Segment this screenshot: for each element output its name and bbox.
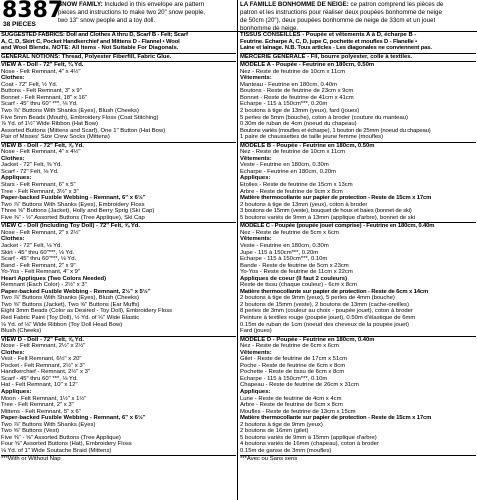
french-item-line: Écharpe - 115 à 150cm***, 0.10m bbox=[240, 256, 328, 263]
intro-line bbox=[240, 9, 476, 17]
english-item-line: Two ⅝" Buttons (Vest) bbox=[1, 428, 60, 435]
english-heading-line: Clothes: bbox=[1, 349, 25, 356]
french-item-line: Nez - Reste de feutrine de 5cm x 6cm bbox=[240, 229, 339, 236]
french-section bbox=[240, 54, 476, 63]
english-item-line: Red Fabric Paint (Toy Doll), ½ Yd. of ¼" Wide Elastic bbox=[1, 314, 140, 321]
french-item-line: Moufles - Reste de feutrine de 13cm x 15cm bbox=[240, 408, 356, 415]
french-item-line: 2 boutons à tige de 13mm (yeux), coton à broder bbox=[240, 201, 368, 208]
english-item-line: Two ⅞" Buttons With Shanks (Eyes), Blush (Cheeks) bbox=[1, 295, 139, 302]
french-item-line: 3 boutons de 15mm (veste), bouquet de houx et baies (bonnet de ski) bbox=[240, 208, 412, 215]
english-heading-line: Clothes: bbox=[1, 75, 25, 82]
intro-text: de 50cm (20"), deux poupées bonhomme de neige de 33cm et un jouet bbox=[240, 17, 436, 24]
french-heading-line: MODELE C - Poupée (poupée jouet comprise) - Feutrine en 180cm, 0.40m bbox=[240, 223, 435, 230]
french-item-line: 4 boutons variés de 16mm (chapeau), coton à broder bbox=[240, 441, 379, 448]
french-column bbox=[240, 32, 476, 464]
english-heading-line: Clothes: bbox=[1, 236, 25, 243]
intro-english bbox=[58, 1, 236, 25]
french-heading-line: Vêtements: bbox=[240, 75, 272, 82]
english-heading-line: VIEW B - Doll - 72" Felt, ⅝ Yd. bbox=[1, 142, 84, 149]
french-item-line: 1 paire de chaussettes de taille jeune femme (moufles) bbox=[240, 134, 384, 141]
intro-text: Included in this envelope are pattern bbox=[102, 1, 205, 8]
english-item-line: Moon - Felt Remnant, 1½" x 1½" bbox=[1, 395, 87, 402]
french-heading-line: Appliques: bbox=[240, 175, 271, 182]
english-heading-line: Paper-backed Fusible Webbing - Remnant, 6" x 6½" bbox=[1, 195, 146, 202]
english-item-line: Jacket - 72" Felt, ⅛ Yd. bbox=[1, 242, 62, 249]
french-section bbox=[240, 223, 476, 336]
french-item-line: Écharpe - Feutrine en 180cm, 0.20m bbox=[240, 168, 336, 175]
french-item-line: Nez - Reste de feutrine de 10cm x 11cm bbox=[240, 149, 345, 156]
english-item-line: ***With or Without Nap bbox=[1, 456, 61, 463]
french-item-line: Peinture à textiles rouge (poupée jouet), 0.50m d'élastique de 6mm bbox=[240, 314, 416, 321]
english-heading-line: VIEW C - Doll (Including Toy Doll) - 72" Felt, ⅝ Yd. bbox=[1, 223, 141, 230]
english-item-line: Nose - Felt Remnant, 2½" x 2½" bbox=[1, 343, 86, 350]
french-item-line: Nez - Reste de feutrine de 6cm x 6cm bbox=[240, 343, 339, 350]
french-item-line: Bande - Reste de feutrine de 5cm x 23cm bbox=[240, 262, 349, 269]
french-section bbox=[240, 62, 476, 143]
english-item-line: Eight 3mm Beads (Color as Desired - Toy Doll), Embroidery Floss bbox=[1, 308, 173, 315]
french-item-line: 2 boutons de 16mm (gilet) bbox=[240, 428, 309, 435]
english-item-line: Skirt - 45" thru 60"***, ⅛ Yd. bbox=[1, 249, 75, 256]
english-item-line: Remnant (Each Color) - 2½" x 3" bbox=[1, 282, 87, 289]
english-item-line: Four ⅝" Assorted Buttons (Hat), Embroidery Floss bbox=[1, 441, 132, 448]
french-item-line: Fard (joues) bbox=[240, 328, 272, 335]
french-heading-line: MERCERIE GENERALE - Fil, bourre polyester, colle à textiles. bbox=[240, 53, 413, 60]
english-item-line: Tree - Felt Remnant, 3½" x 3" bbox=[1, 188, 79, 195]
english-item-line: Five 5mm Beads (Mouth), Embroidery Floss (Coat Stitching) bbox=[1, 114, 159, 121]
english-item-line: Mittens - Felt Remnant, 5" x 6" bbox=[1, 408, 81, 415]
english-item-line: Scarf - 72" Felt, ⅛ Yd. bbox=[1, 168, 59, 175]
french-item-line: Boutons variés (moufles et écharpe), 1 bouton de 25mm (noeud du chapeau) bbox=[240, 127, 431, 134]
pattern-number: 8387 bbox=[2, 0, 64, 23]
french-item-line: Bonnet - Reste de feutrine de 41cm x 41cm bbox=[240, 94, 354, 101]
intro-line bbox=[58, 9, 236, 17]
intro-text: pieces and instructions to make two 20" snow people, bbox=[58, 9, 205, 16]
english-item-line: Two ⅞" Buttons With Shanks (Eyes) bbox=[1, 421, 96, 428]
french-item-line: 0.30m de ruban de 4cm (noeud du chapeau) bbox=[240, 121, 357, 128]
french-item-line: Pochette - Reste de tissu de 6cm x 8cm bbox=[240, 369, 345, 376]
french-item-line: Étoiles - Reste de feutrine de 15cm x 13cm bbox=[240, 182, 353, 189]
english-item-line: Handkerchief - Remnant, 2½" x 3" bbox=[1, 369, 90, 376]
french-heading-line: Appliques: bbox=[240, 388, 271, 395]
french-item-line: Arbre - Reste de feutrine de 5cm x 8cm bbox=[240, 402, 343, 409]
english-item-line: Two ⅞" Buttons With Shanks (Eyes), Blush (Cheeks) bbox=[1, 108, 139, 115]
french-heading-line: Vêtements: bbox=[240, 236, 272, 243]
french-item-line: Yo-Yos - Reste de feutrine de 11cm x 22cm bbox=[240, 269, 353, 276]
french-item-line: 0.15m de ganse de 3mm (moufles) bbox=[240, 447, 332, 454]
french-item-line: ***Avec ou Sans sens bbox=[240, 456, 298, 463]
english-item-line: Nose - Felt Remnant, 4" x 4½" bbox=[1, 149, 81, 156]
english-heading-line: Clothes: bbox=[1, 155, 25, 162]
english-section bbox=[1, 337, 236, 457]
french-item-line: 2 boutons à tige de 9mm (yeux) bbox=[240, 421, 323, 428]
english-item-line: Tree - Felt Remnant, 2" x 3" bbox=[1, 402, 74, 409]
french-item-line: 2 boutons de 15mm (veste), 2 boutons de 13mm (cache-oreilles) bbox=[240, 301, 409, 308]
french-item-line: 5 boutons variés de 9mm à 15mm (applique d'arbre) bbox=[240, 434, 377, 441]
english-column bbox=[1, 32, 236, 464]
intro-text: two 13" snow people and a toy doll. bbox=[58, 17, 156, 24]
intro-line bbox=[240, 17, 476, 25]
french-section bbox=[240, 32, 476, 54]
intro-text: ce patron comprend les pièces de bbox=[348, 1, 444, 8]
french-item-line: Reste de tissu (chaque couleur) - 6cm x 8cm bbox=[240, 282, 357, 289]
english-item-line: Vest - Felt Remnant, 6½" x 20" bbox=[1, 356, 82, 363]
english-item-line: Pocket - Felt Remnant, 2½" x 3" bbox=[1, 362, 85, 369]
french-item-line: Manteau - Feutrine en 180cm, 0.40m bbox=[240, 81, 337, 88]
intro-heading: SNOW FAMILY: bbox=[58, 1, 103, 8]
pieces-count: 38 PIECES bbox=[3, 21, 36, 28]
french-heading-line: Vêtements: bbox=[240, 155, 272, 162]
french-heading-line: MODELE D - Poupée - Feutrine en 180cm, 0.40m bbox=[240, 336, 375, 343]
french-heading-line: Feutrine. Écharpe A, C, D, jupe C, pochette et moufles D - Flanelle • bbox=[240, 38, 418, 45]
french-heading-line: Laine et lainage. N.B. Tous articles - Les diagonales ne conviennent pas. bbox=[240, 45, 432, 52]
french-item-line: Chapeau - Reste de feutrine de 26cm x 31cm bbox=[240, 382, 359, 389]
french-item-line: Veste - Feutrine en 180cm, 0.30m bbox=[240, 242, 329, 249]
french-item-line: 2 boutons à tige de 13mm (yeux), fard (joues) bbox=[240, 108, 360, 115]
french-item-line: Nez - Reste de feutrine de 10cm x 11cm bbox=[240, 68, 345, 75]
english-item-line: ⅛ Yd. of 1" Wide Soutache Braid (Mittens) bbox=[1, 447, 112, 454]
english-item-line: Two ⅝" Buttons (Jacket), Two ⅝" Buttons (Ear Muffs) bbox=[1, 301, 140, 308]
intro-text: bonhomme de neige. bbox=[240, 25, 299, 32]
french-heading-line: Matière thermocollante sur papier de protection - Reste de 6cm x 14cm bbox=[240, 288, 429, 295]
french-item-line: Veste - Feutrine en 180cm, 0.30m bbox=[240, 162, 329, 169]
english-item-line: ⅛ Yd. of ⅛" Wide Ribbon (Toy Doll Head Bow) bbox=[1, 321, 123, 328]
english-heading-line: Heart Appliques (Two Colors Needed) bbox=[1, 275, 107, 282]
english-heading-line: Appliques: bbox=[1, 175, 32, 182]
english-item-line: Three ⅝" Buttons (Jacket), Holly and Berry Sprig (Ski Cap) bbox=[1, 208, 155, 215]
french-item-line: Lune - Reste de feutrine de 4cm x 4cm bbox=[240, 395, 342, 402]
english-item-line: Nose - Felt Remnant, 2" x 2½" bbox=[1, 229, 81, 236]
french-item-line: Écharpe - 115 à 150cm***, 0.10m bbox=[240, 375, 328, 382]
french-item-line: Arbre - Reste de feutrine de 9cm x 8cm bbox=[240, 188, 343, 195]
english-section bbox=[1, 32, 236, 54]
english-item-line: Two ⅞" Buttons With Shanks (Eyes), Embroidery Floss bbox=[1, 201, 145, 208]
french-item-line: Boutons - Reste de feutrine de 23cm x 9cm bbox=[240, 88, 354, 95]
column-divider bbox=[237, 0, 238, 500]
french-heading-line: MODELE B - Poupée - Feutrine en 180cm, 0.50m bbox=[240, 142, 375, 149]
french-item-line: Jupe - 115 à 150cm***, 0.20m bbox=[240, 249, 319, 256]
english-heading-line: VIEW D - Doll - 72" Felt, ⅝ Yd. bbox=[1, 336, 84, 343]
english-heading-line: Paper-backed Fusible Webbing - Remnant, 6" x 6½" bbox=[1, 415, 146, 422]
english-item-line: Yo-Yos - Felt Remnant, 4" x 9" bbox=[1, 269, 81, 276]
french-heading-line: MODELE A - Poupée - Feutrine en 180cm, 0.50m bbox=[240, 62, 375, 69]
english-item-line: Five ⅜" - ½" Assorted Buttons (Tree Applique), Ski Cap bbox=[1, 214, 145, 221]
english-section bbox=[1, 62, 236, 143]
intro-french bbox=[240, 1, 476, 33]
english-item-line: Blush (Cheeks) bbox=[1, 328, 42, 335]
french-heading-line: Matière thermocollante sur papier de protection - Reste de 15cm x 17cm bbox=[240, 415, 432, 422]
french-heading-line: TISSUS CONSEILLES - Poupée et vêtements A à D, écharpe B - bbox=[240, 32, 417, 38]
english-heading-line: and Wool Blends. NOTE: All Items - Not Suitable For Diagonals. bbox=[1, 45, 179, 52]
english-item-line: Band - Felt Remnant, 2" x 9" bbox=[1, 262, 76, 269]
english-item-line: Coat - 72" Felt, ½ Yd. bbox=[1, 81, 58, 88]
french-section bbox=[240, 337, 476, 457]
english-item-line: Hat - Felt Remnant, 10" x 12" bbox=[1, 382, 78, 389]
french-heading-line: Vêtements: bbox=[240, 349, 272, 356]
english-heading-line: Paper-backed Fusible Webbing - Remnant, 2½" x 5½" bbox=[1, 288, 151, 295]
english-item-line: Assorted Buttons (Mittens and Scarf), One 1" Button (Hat Bow) bbox=[1, 127, 166, 134]
french-heading-line: Matière thermocollante sur papier de protection - Reste de 15cm x 17cm bbox=[240, 195, 432, 202]
intro-text: patron et les instructions pour réaliser deux poupées bonhomme de neige bbox=[240, 9, 442, 16]
english-item-line: Scarf - 45" thru 60" ***, ⅛ Yd. bbox=[1, 101, 78, 108]
english-item-line: Five ⅜" - ⅝" Assorted Buttons (Tree Applique) bbox=[1, 434, 121, 441]
french-item-line: 5 boutons variés de 9mm à 13mm (applique d'arbre), bonnet de ski bbox=[240, 214, 415, 221]
english-item-line: Nose - Felt Remnant, 4" x 4½" bbox=[1, 68, 81, 75]
english-heading-line: Appliques: bbox=[1, 388, 32, 395]
english-item-line: Pair of Misses' Size Crew Socks (Mittens) bbox=[1, 134, 110, 141]
french-item-line: 2 boutons à tige de 9mm (yeux), 5 perles de 4mm (bouche) bbox=[240, 295, 395, 302]
french-heading-line: Appliques de coeur (Il faut 2 couleurs) bbox=[240, 275, 348, 282]
french-item-line: Poche - Reste de feutrine de 6cm x 8cm bbox=[240, 362, 346, 369]
french-item-line: 5 perles de 5mm (bouche), coton à broder (couture du manteau) bbox=[240, 114, 408, 121]
english-section bbox=[1, 456, 236, 464]
english-heading-line: SUGGESTED FABRICS: Doll and Clothes A thru D, Scarf B - Felt; Scarf bbox=[1, 32, 188, 38]
french-section bbox=[240, 456, 476, 464]
intro-line bbox=[240, 1, 476, 9]
french-item-line: 8 perles de 3mm (couleur au choix - poupée jouet), coton à broder bbox=[240, 308, 413, 315]
english-item-line: ⅞ Yd. of 1½" Wide Ribbon (Hat Bow) bbox=[1, 121, 98, 128]
intro-line bbox=[58, 17, 236, 25]
english-section bbox=[1, 54, 236, 63]
english-heading-line: GENERAL NOTIONS: Thread, Polyester Fiberfill, Fabric Glue. bbox=[1, 53, 172, 60]
french-section bbox=[240, 143, 476, 224]
english-item-line: Jacket - 72" Felt, ⅜ Yd. bbox=[1, 162, 62, 169]
english-item-line: Stars - Felt Remnant, 6" x 5" bbox=[1, 182, 76, 189]
header-bar bbox=[0, 0, 477, 32]
english-item-line: Buttons - Felt Remnant, 3" x 9" bbox=[1, 88, 82, 95]
english-heading-line: A, C, D, Skirt C, Pocket Handkerchief and Mittens D - Flannel • Wool bbox=[1, 38, 180, 45]
english-item-line: Scarf - 45" thru 60"***, ⅛ Yd. bbox=[1, 256, 77, 263]
english-section bbox=[1, 223, 236, 336]
english-item-line: Bonnet - Felt Remnant, 18" x 16" bbox=[1, 94, 88, 101]
english-heading-line: VIEW A - Doll - 72" Felt, ¾ Yd. bbox=[1, 62, 84, 69]
french-item-line: Gilet - Reste de feutrine de 17cm x 51cm bbox=[240, 356, 348, 363]
french-item-line: Écharpe - 115 à 150cm***, 0.20m bbox=[240, 101, 328, 108]
intro-line bbox=[58, 1, 236, 9]
english-item-line: Scarf - 45" thru 60" ***, ⅛ Yd. bbox=[1, 375, 78, 382]
intro-heading: LA FAMILLE BONHOMME DE NEIGE: bbox=[240, 1, 349, 8]
english-section bbox=[1, 143, 236, 224]
french-item-line: 0.15m de ruban de 1cm (noeud des cheveux de la poupée jouet) bbox=[240, 321, 409, 328]
